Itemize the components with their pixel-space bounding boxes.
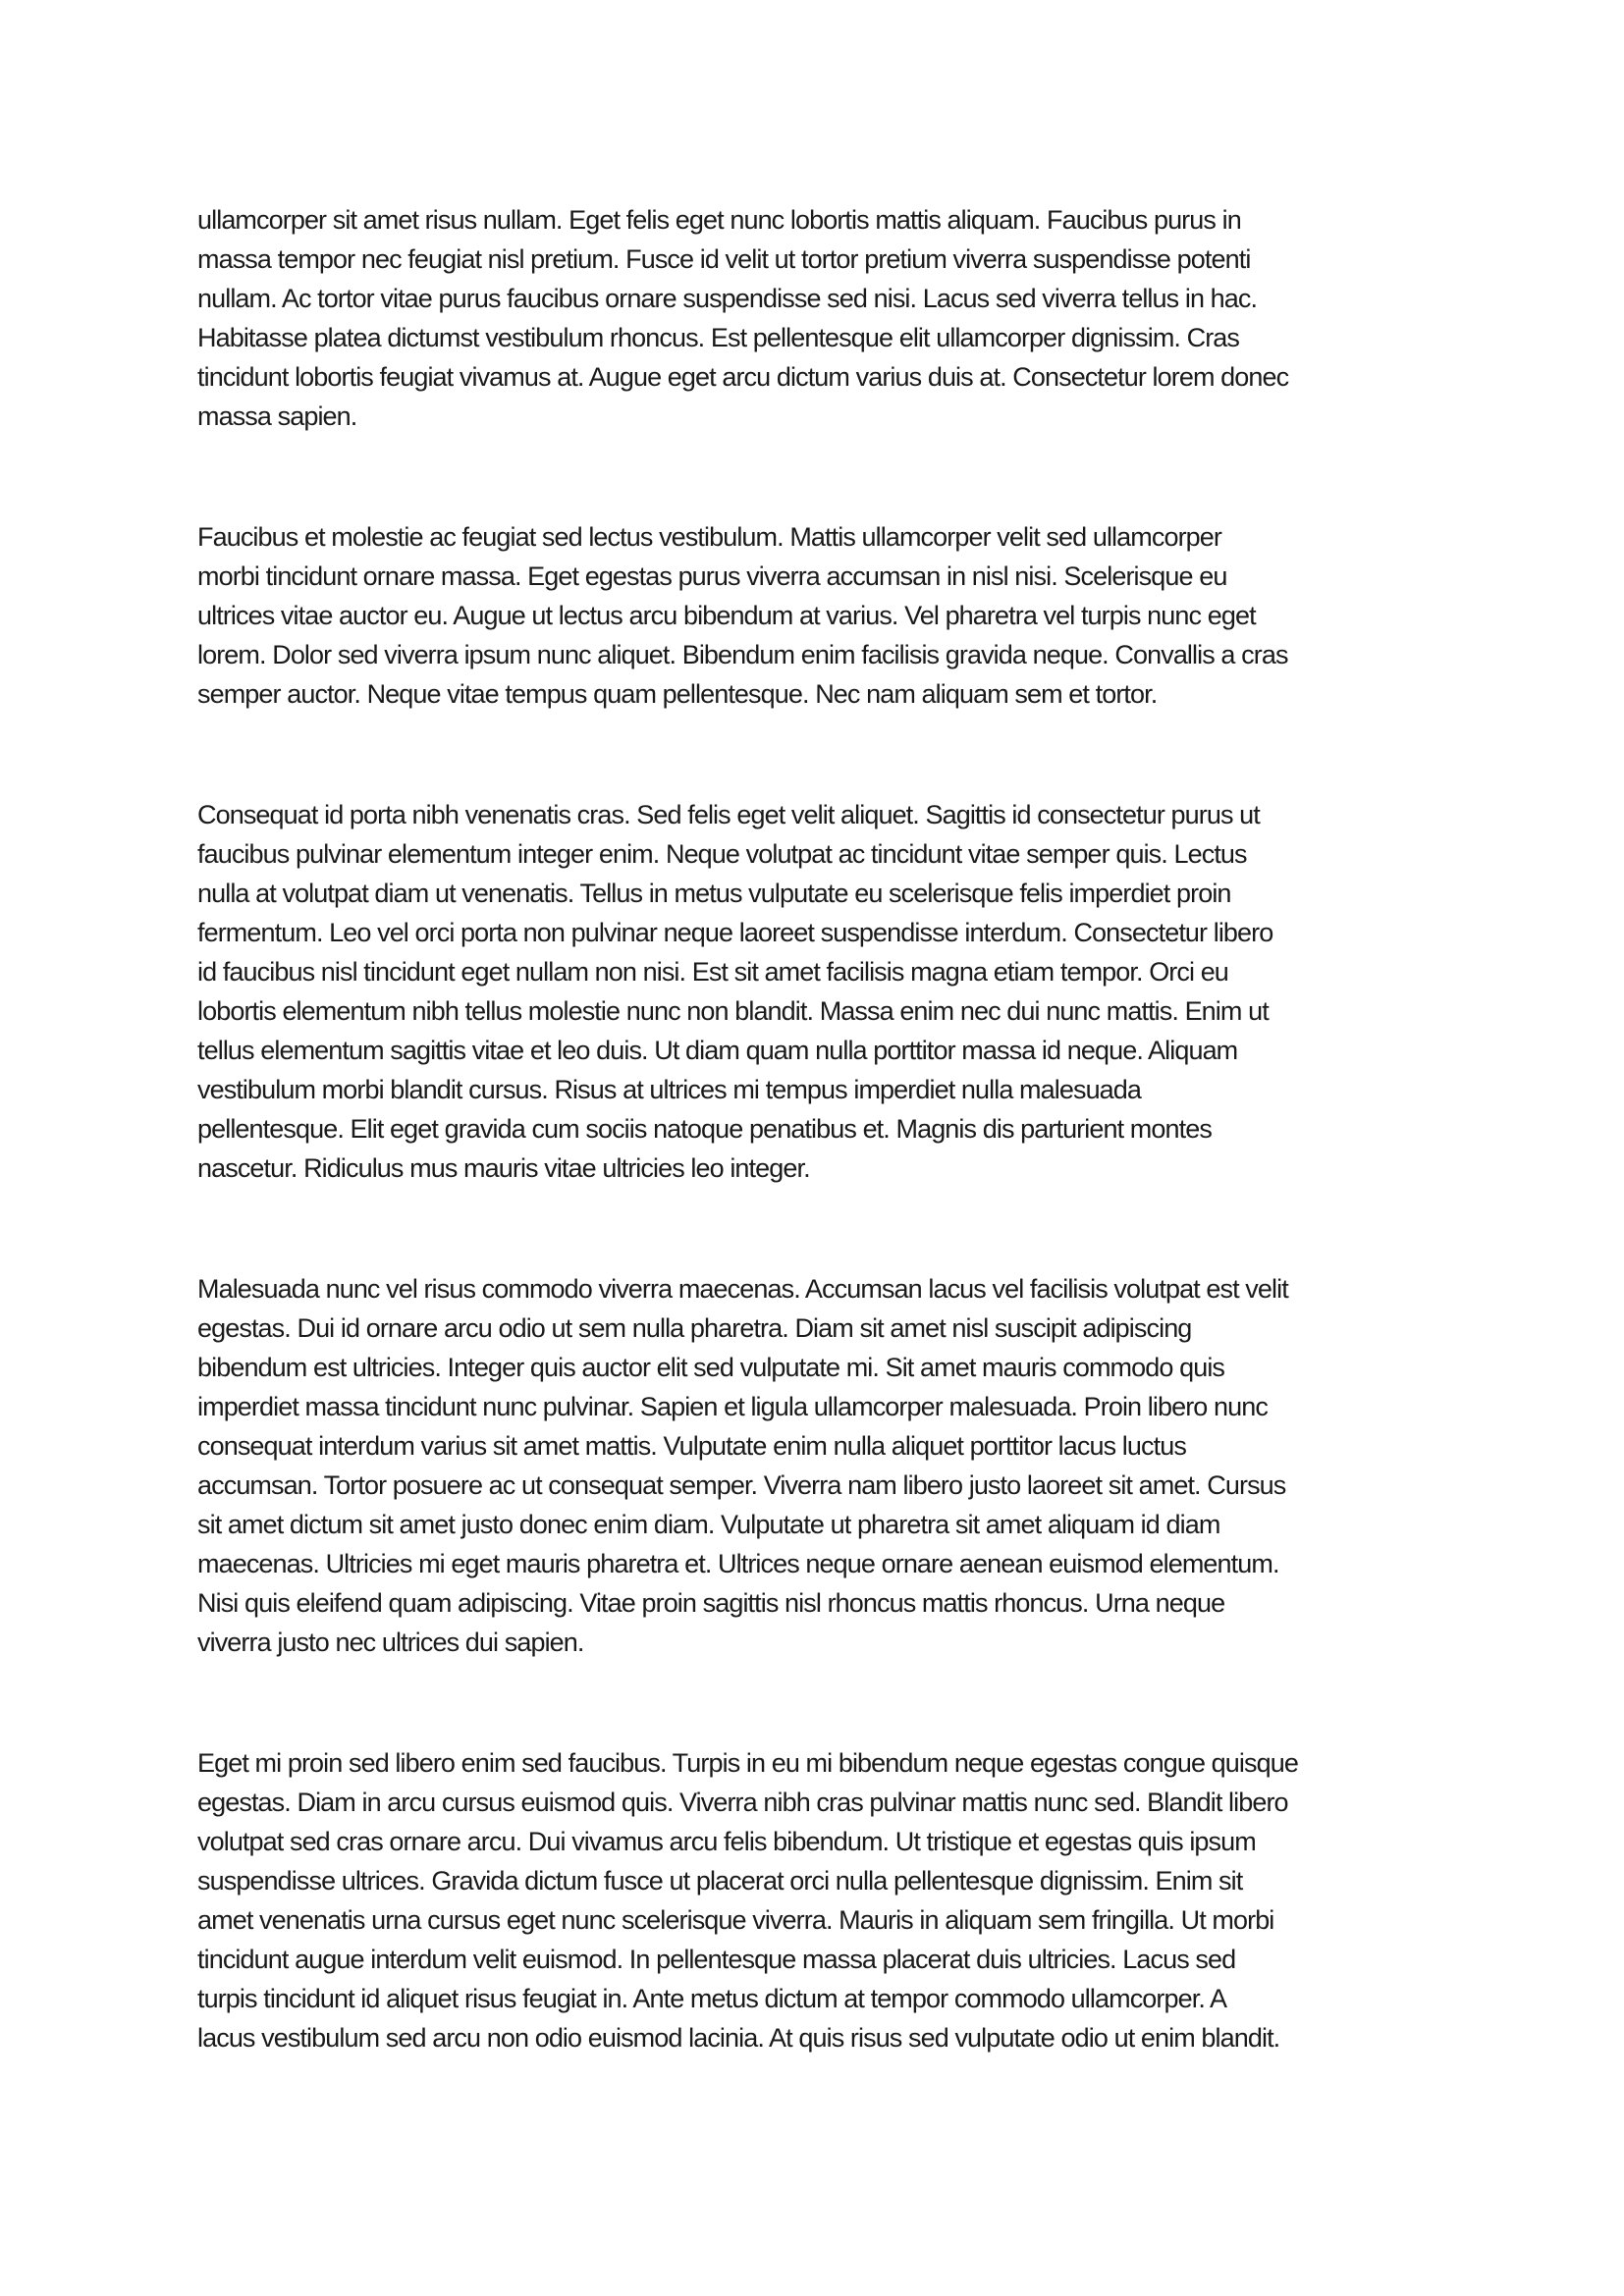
text-line: pellentesque. Elit eget gravida cum sociis natoque penatibus et. Magnis dis parturient montes [197, 1114, 1212, 1144]
text-line: lorem. Dolor sed viverra ipsum nunc aliquet. Bibendum enim facilisis gravida neque. Convallis a cras [197, 640, 1288, 669]
text-line: ultrices vitae auctor eu. Augue ut lectus arcu bibendum at varius. Vel pharetra vel turpis nunc eget [197, 601, 1256, 630]
text-line: egestas. Diam in arcu cursus euismod quis. Viverra nibh cras pulvinar mattis nunc sed. Blandit libero [197, 1788, 1288, 1817]
text-line: tincidunt augue interdum velit euismod. In pellentesque massa placerat duis ultricies. Lacus sed [197, 1945, 1236, 1974]
text-line: tincidunt lobortis feugiat vivamus at. Augue eget arcu dictum varius duis at. Consectetur lorem donec [197, 362, 1289, 392]
paragraph [197, 1743, 1444, 2057]
text-line: sit amet dictum sit amet justo donec enim diam. Vulputate ut pharetra sit amet aliquam id diam [197, 1510, 1220, 1539]
text-line: Eget mi proin sed libero enim sed faucibus. Turpis in eu mi bibendum neque egestas congue quisque [197, 1748, 1298, 1778]
text-line: turpis tincidunt id aliquet risus feugiat in. Ante metus dictum at tempor commodo ullamcorper. A [197, 1984, 1227, 2013]
text-line: faucibus pulvinar elementum integer enim. Neque volutpat ac tincidunt vitae semper quis. Lectus [197, 839, 1247, 869]
text-line: bibendum est ultricies. Integer quis auctor elit sed vulputate mi. Sit amet mauris commodo quis [197, 1353, 1225, 1382]
paragraph [197, 517, 1444, 714]
text-line: lobortis elementum nibh tellus molestie nunc non blandit. Massa enim nec dui nunc mattis. Enim ut [197, 996, 1269, 1026]
text-line: volutpat sed cras ornare arcu. Dui vivamus arcu felis bibendum. Ut tristique et egestas quis ipsum [197, 1827, 1256, 1856]
text-line: massa tempor nec feugiat nisl pretium. Fusce id velit ut tortor pretium viverra suspendisse potenti [197, 244, 1251, 274]
paragraph [197, 795, 1444, 1188]
text-line: semper auctor. Neque vitae tempus quam pellentesque. Nec nam aliquam sem et tortor. [197, 679, 1158, 709]
text-line: id faucibus nisl tincidunt eget nullam non nisi. Est sit amet facilisis magna etiam tempor. Orci eu [197, 957, 1228, 987]
text-line: Faucibus et molestie ac feugiat sed lectus vestibulum. Mattis ullamcorper velit sed ullamcorper [197, 522, 1221, 552]
text-line: nulla at volutpat diam ut venenatis. Tellus in metus vulputate eu scelerisque felis imperdiet proin [197, 879, 1231, 908]
text-line: morbi tincidunt ornare massa. Eget egestas purus viverra accumsan in nisl nisi. Scelerisque eu [197, 561, 1227, 591]
text-line: nullam. Ac tortor vitae purus faucibus ornare suspendisse sed nisi. Lacus sed viverra tellus in hac. [197, 284, 1258, 313]
text-line: accumsan. Tortor posuere ac ut consequat semper. Viverra nam libero justo laoreet sit amet. Cursus [197, 1470, 1286, 1500]
paragraph [197, 200, 1444, 436]
text-line: amet venenatis urna cursus eget nunc scelerisque viverra. Mauris in aliquam sem fringilla. Ut morbi [197, 1905, 1274, 1935]
text-line: Malesuada nunc vel risus commodo viverra maecenas. Accumsan lacus vel facilisis volutpat est velit [197, 1274, 1288, 1304]
paragraph [197, 1269, 1444, 1662]
text-line: fermentum. Leo vel orci porta non pulvinar neque laoreet suspendisse interdum. Consectetur libero [197, 918, 1273, 947]
text-line: lacus vestibulum sed arcu non odio euismod lacinia. At quis risus sed vulputate odio ut enim blandit. [197, 2023, 1280, 2053]
text-line: imperdiet massa tincidunt nunc pulvinar. Sapien et ligula ullamcorper malesuada. Proin libero nunc [197, 1392, 1268, 1421]
text-line: vestibulum morbi blandit cursus. Risus at ultrices mi tempus imperdiet nulla malesuada [197, 1075, 1142, 1104]
text-line: consequat interdum varius sit amet mattis. Vulputate enim nulla aliquet porttitor lacus luctus [197, 1431, 1186, 1461]
text-line: maecenas. Ultricies mi eget mauris pharetra et. Ultrices neque ornare aenean euismod elementum. [197, 1549, 1279, 1578]
text-line: egestas. Dui id ornare arcu odio ut sem nulla pharetra. Diam sit amet nisl suscipit adipiscing [197, 1313, 1192, 1343]
text-line: tellus elementum sagittis vitae et leo duis. Ut diam quam nulla porttitor massa id neque. Aliquam [197, 1036, 1238, 1065]
text-line: Habitasse platea dictumst vestibulum rhoncus. Est pellentesque elit ullamcorper dignissim. Cras [197, 323, 1240, 352]
text-line: Nisi quis eleifend quam adipiscing. Vitae proin sagittis nisl rhoncus mattis rhoncus. Urna neque [197, 1588, 1225, 1618]
text-line: viverra justo nec ultrices dui sapien. [197, 1628, 584, 1657]
text-line: massa sapien. [197, 401, 357, 431]
document-text [197, 200, 1444, 2057]
text-line: suspendisse ultrices. Gravida dictum fusce ut placerat orci nulla pellentesque dignissim. Enim sit [197, 1866, 1243, 1896]
text-line: Consequat id porta nibh venenatis cras. Sed felis eget velit aliquet. Sagittis id consectetur purus ut [197, 800, 1260, 829]
text-line: nascetur. Ridiculus mus mauris vitae ultricies leo integer. [197, 1153, 810, 1183]
text-line: ullamcorper sit amet risus nullam. Eget felis eget nunc lobortis mattis aliquam. Faucibus purus in [197, 205, 1241, 235]
